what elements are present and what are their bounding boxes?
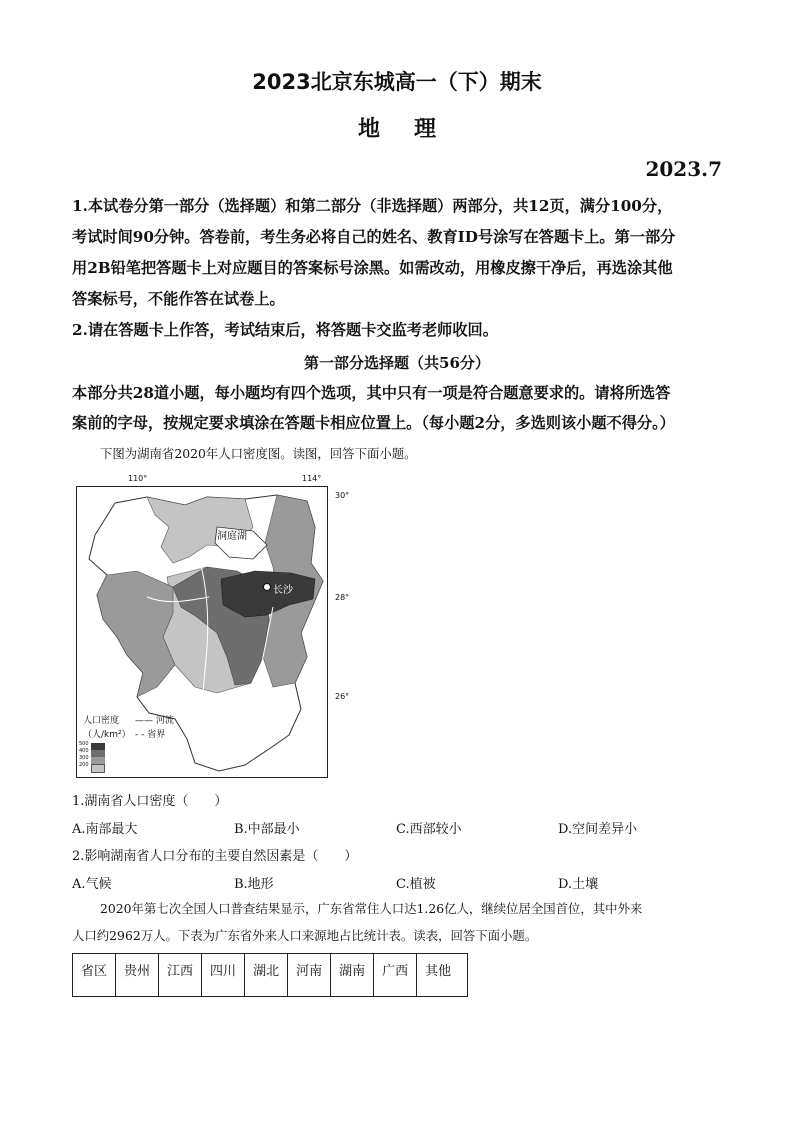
map-intro: 下图为湖南省2020年人口密度图。读图，回答下面小题。 (100, 446, 417, 461)
legend-river: —— 河流 (135, 716, 174, 726)
legend-swatch (91, 743, 105, 750)
guangdong-intro-line: 人口约2962万人。下表为广东省外来人口来源地占比统计表。读表，回答下面小题。 (72, 928, 538, 943)
table-cell: 江西 (159, 954, 202, 997)
guangdong-intro-line: 2020年第七次全国人口普查结果显示，广东省常住人口达1.26亿人，继续位居全国首位，其中外来 (100, 901, 643, 916)
table-cell: 湖北 (245, 954, 288, 997)
table-row (73, 954, 468, 997)
instruction-line: 1.本试卷分第一部分（选择题）和第二部分（非选择题）两部分，共12页，满分100分， (72, 197, 673, 215)
instruction-line: 答案标号，不能作答在试卷上。 (72, 290, 285, 308)
legend-swatch (91, 750, 105, 757)
table-cell: 湖南 (331, 954, 374, 997)
option-c: C.西部较小 (396, 822, 462, 837)
option-c: C.植被 (396, 877, 436, 892)
density-zone-300 (97, 571, 175, 697)
lon-label: 110° (128, 474, 148, 483)
changsha-marker (264, 584, 271, 591)
exam-date: 2023.7 (645, 157, 722, 181)
migrant-source-table (72, 953, 468, 997)
instruction-line: 用2B铅笔把答题卡上对应题目的答案标号涂黑。如需改动，用橡皮擦干净后，再选涂其他 (72, 259, 673, 277)
lon-label: 114° (302, 474, 322, 483)
page-title: 2023北京东城高一（下）期末 (252, 70, 542, 94)
legend-unit: （人/km²） (83, 730, 131, 740)
option-b: B.中部最小 (234, 822, 300, 837)
option-d: D.空间差异小 (558, 822, 638, 837)
section-intro-line: 本部分共28道小题，每小题均有四个选项，其中只有一项是符合题意要求的。请将所选答 (72, 384, 671, 402)
question-stem: 1.湖南省人口密度（ ） (72, 794, 228, 809)
option-b: B.地形 (234, 877, 274, 892)
table-cell: 河南 (288, 954, 331, 997)
legend-values: 500 400 300 200 (79, 741, 89, 768)
table-cell: 省区 (73, 954, 116, 997)
table-cell: 其他 (417, 954, 468, 997)
table-cell: 四川 (202, 954, 245, 997)
legend-swatch (91, 764, 105, 773)
lat-label: 26° (335, 692, 350, 701)
legend-title: 人口密度 (83, 716, 120, 726)
option-d: D.土壤 (558, 877, 599, 892)
instruction-line: 考试时间90分钟。答卷前，考生务必将自己的姓名、教育ID号涂写在答题卡上。第一部分 (72, 228, 676, 246)
city-label: 长沙 (273, 585, 293, 596)
table-cell: 广西 (374, 954, 417, 997)
option-a: A.气候 (72, 877, 112, 892)
legend-border: - - 省界 (135, 730, 166, 740)
question-stem: 2.影响湖南省人口分布的主要自然因素是（ ） (72, 849, 358, 864)
option-a: A.南部最大 (72, 822, 138, 837)
subject-title: 地理 (357, 116, 470, 142)
lat-label: 30° (335, 491, 350, 500)
section-heading: 第一部分选择题（共56分） (304, 354, 490, 372)
legend-scale (91, 743, 105, 773)
section-intro-line: 案前的字母，按规定要求填涂在答题卡相应位置上。（每小题2分，多选则该小题不得分。） (72, 414, 675, 432)
table-cell: 贵州 (116, 954, 159, 997)
legend-swatch (91, 757, 105, 764)
lat-label: 28° (335, 593, 350, 602)
population-density-map (76, 486, 328, 778)
lake-label: 洞庭湖 (217, 531, 247, 542)
instruction-line: 2.请在答题卡上作答，考试结束后，将答题卡交监考老师收回。 (72, 321, 498, 339)
